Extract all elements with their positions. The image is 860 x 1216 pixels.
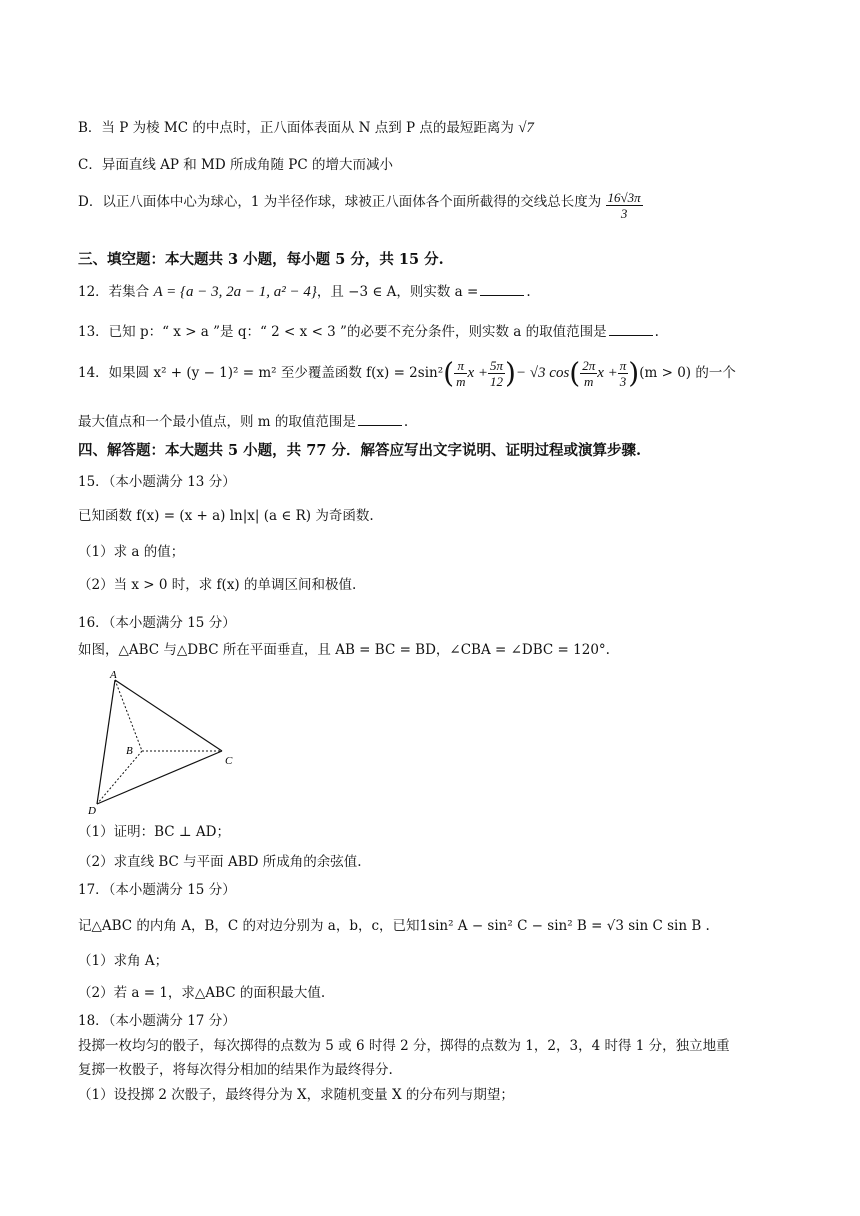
q14-prefix: 14．如果圆 x² + (y − 1)² = m² 至少覆盖函数 f(x) = 2sin²: [78, 365, 444, 381]
q12-answer-blank[interactable]: [480, 294, 524, 296]
q15-stem: 已知函数 f(x) = (x + a) ln|x| (a ∈ R) 为奇函数.: [78, 508, 374, 524]
q12-end: .: [526, 284, 531, 300]
q16-stem: 如图，△ABC 与△DBC 所在平面垂直，且 AB = BC = BD，∠CBA = ∠DBC = 120°.: [78, 642, 610, 658]
vertex-label-a: A: [110, 669, 117, 681]
q17-title: 17．（本小题满分 15 分）: [78, 882, 236, 898]
q14-tail: (m > 0) 的一个: [639, 365, 736, 381]
edge-ac: [115, 680, 222, 751]
paren-left: (: [443, 356, 455, 390]
q11-option-b: [78, 118, 782, 138]
fraction-numerator: 16√3π: [607, 190, 641, 205]
q17-part-2: （2）若 a = 1，求△ABC 的面积最大值.: [78, 985, 326, 1001]
q17-part-1: （1）求角 A；: [78, 953, 169, 969]
q14-line2-text: 最大值点和一个最小值点，则 m 的取值范围是: [78, 414, 356, 430]
vertex-label-c: C: [225, 755, 233, 767]
fraction-denominator: m: [584, 374, 594, 389]
q12-prefix: 12．若集合: [78, 284, 150, 300]
q11-option-d-text: D．以正八面体中心为球心，1 为半径作球，球被正八面体各个面所截得的交线总长度为: [78, 194, 602, 210]
q13-answer-blank[interactable]: [609, 334, 653, 336]
fraction-numerator: 5π: [489, 358, 503, 373]
q11-option-d-fraction: [606, 190, 643, 221]
edge-dc: [97, 751, 222, 804]
paren-right: ): [505, 356, 516, 390]
q11-option-c: C．异面直线 AP 和 MD 所成角随 PC 的增大而减小: [78, 157, 393, 173]
q18-stem-line-2: 复掷一枚骰子，将每次得分相加的结果作为最终得分.: [78, 1062, 393, 1078]
paren-right: ): [628, 356, 640, 390]
q14-end: .: [403, 414, 409, 430]
q13-end: .: [654, 324, 659, 340]
fraction-denominator: 3: [619, 374, 627, 389]
question-12: [78, 282, 782, 302]
q16-title: 16．（本小题满分 15 分）: [78, 615, 236, 631]
fraction-numerator: π: [454, 358, 467, 374]
q14-part-2: − √3 cos: [515, 365, 570, 381]
q18-part-1: （1）设投掷 2 次骰子，最终得分为 X，求随机变量 X 的分布列与期望；: [78, 1087, 514, 1103]
fraction-numerator: 2π: [582, 358, 596, 373]
q15-part-1: （1）求 a 的值；: [78, 544, 185, 560]
q16-part-2: （2）求直线 BC 与平面 ABD 所成角的余弦值.: [78, 854, 362, 870]
q18-title: 18．（本小题满分 17 分）: [78, 1013, 236, 1029]
q14-fraction-1: [454, 358, 467, 389]
fraction-numerator: π: [619, 358, 627, 373]
fraction-denominator: m: [456, 374, 466, 389]
q12-middle: ，且 −3 ∈ A，则实数 a =: [316, 284, 479, 300]
section-4-heading: 四、解答题：本大题共 5 小题，共 77 分．解答应写出文字说明、证明过程或演算步骤.: [78, 442, 642, 459]
question-14-line-2: [78, 412, 782, 432]
q11-option-b-text: B．当 P 为棱 MC 的中点时，正八面体表面从 N 点到 P 点的最短距离为: [78, 120, 514, 136]
q11-option-b-value: √7: [518, 120, 534, 136]
q16-tetrahedron-figure: [80, 668, 250, 818]
q14-answer-blank[interactable]: [358, 424, 402, 426]
q14-fraction-4: [618, 358, 629, 389]
q17-stem: 记△ABC 的内角 A，B，C 的对边分别为 a，b，c，已知1sin² A − sin² C − sin² B = √3 sin C sin B .: [78, 918, 710, 934]
q15-part-2: （2）当 x > 0 时，求 f(x) 的单调区间和极值.: [78, 577, 357, 593]
q11-option-d: [78, 190, 782, 221]
vertex-label-d: D: [88, 805, 96, 817]
q14-part-3: x +: [597, 365, 618, 381]
edge-ab-hidden: [115, 680, 142, 751]
question-13: [78, 322, 782, 342]
vertex-label-b: B: [126, 745, 133, 757]
q13-text: 13．已知 p：“ x > a ”是 q：“ 2 < x < 3 ”的必要不充分条件，则实数 a 的取值范围是: [78, 324, 607, 340]
question-14: [78, 358, 782, 389]
paren-left: (: [569, 356, 581, 390]
section-3-heading: 三、填空题：本大题共 3 小题，每小题 5 分，共 15 分.: [78, 251, 444, 268]
q14-fraction-2: [488, 358, 505, 389]
q16-part-1: （1）证明：BC ⊥ AD；: [78, 824, 230, 840]
fraction-denominator: 3: [620, 206, 628, 221]
q15-title: 15．（本小题满分 13 分）: [78, 474, 236, 490]
q12-set: A = {a − 3, 2a − 1, a² − 4}: [153, 284, 317, 300]
q14-part-1: x +: [467, 365, 488, 381]
fraction-denominator: 12: [489, 374, 503, 389]
q18-stem-line-1: 投掷一枚均匀的骰子，每次掷得的点数为 5 或 6 时得 2 分，掷得的点数为 1，2，3，4 时得 1 分，独立地重: [78, 1038, 730, 1054]
q14-fraction-3: [580, 358, 597, 389]
